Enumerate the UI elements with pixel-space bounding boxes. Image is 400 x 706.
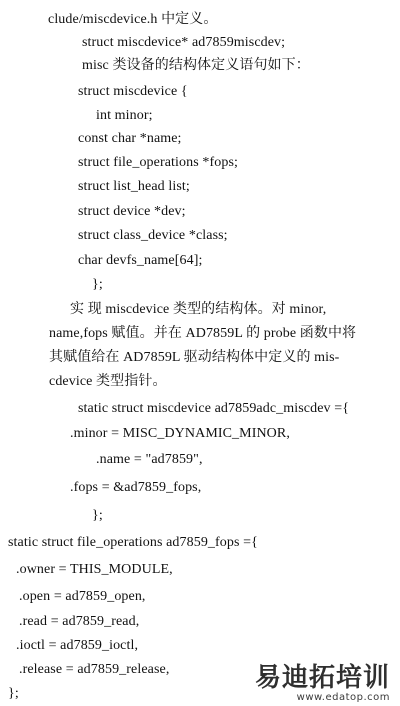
code-line: .release = ad7859_release, <box>19 662 170 677</box>
text-line: clude/miscdevice.h 中定义。 <box>48 12 218 27</box>
code-line: int minor; <box>96 108 153 123</box>
code-line: .read = ad7859_read, <box>19 614 140 629</box>
code-line: .name = "ad7859", <box>96 452 203 467</box>
code-line: struct miscdevice* ad7859miscdev; <box>82 35 286 50</box>
watermark-brand: 易迪拓培训 <box>254 663 390 693</box>
code-line: static struct miscdevice ad7859adc_miscdev ={ <box>78 401 350 416</box>
code-line: const char *name; <box>78 131 182 146</box>
code-line: struct file_operations *fops; <box>78 155 238 170</box>
code-line: struct list_head list; <box>78 179 190 194</box>
text-line: 其赋值给在 AD7859L 驱动结构体中定义的 mis- <box>49 350 340 365</box>
code-line: .open = ad7859_open, <box>19 589 146 604</box>
code-line: .fops = &ad7859_fops, <box>70 480 202 495</box>
code-line: struct class_device *class; <box>78 228 228 243</box>
watermark <box>255 664 390 704</box>
code-line: .ioctl = ad7859_ioctl, <box>16 638 139 653</box>
code-line: .minor = MISC_DYNAMIC_MINOR, <box>70 426 290 441</box>
code-line: }; <box>92 508 103 523</box>
code-line: }; <box>8 686 19 701</box>
text-line: cdevice 类型指针。 <box>49 374 167 389</box>
text-line: misc 类设备的结构体定义语句如下： <box>82 58 310 73</box>
watermark-url: www.edatop.com <box>296 692 390 703</box>
text-line: name,fops 赋值。并在 AD7859L 的 probe 函数中将 <box>49 326 357 341</box>
code-line: struct device *dev; <box>78 204 186 219</box>
code-line: .owner = THIS_MODULE, <box>16 562 173 577</box>
text-line: 实 现 miscdevice 类型的结构体。对 minor, <box>70 302 327 317</box>
code-line: struct miscdevice { <box>78 84 188 99</box>
code-line: static struct file_operations ad7859_fops ={ <box>8 535 258 550</box>
code-line: char devfs_name[64]; <box>78 253 203 268</box>
code-line: }; <box>92 277 103 292</box>
